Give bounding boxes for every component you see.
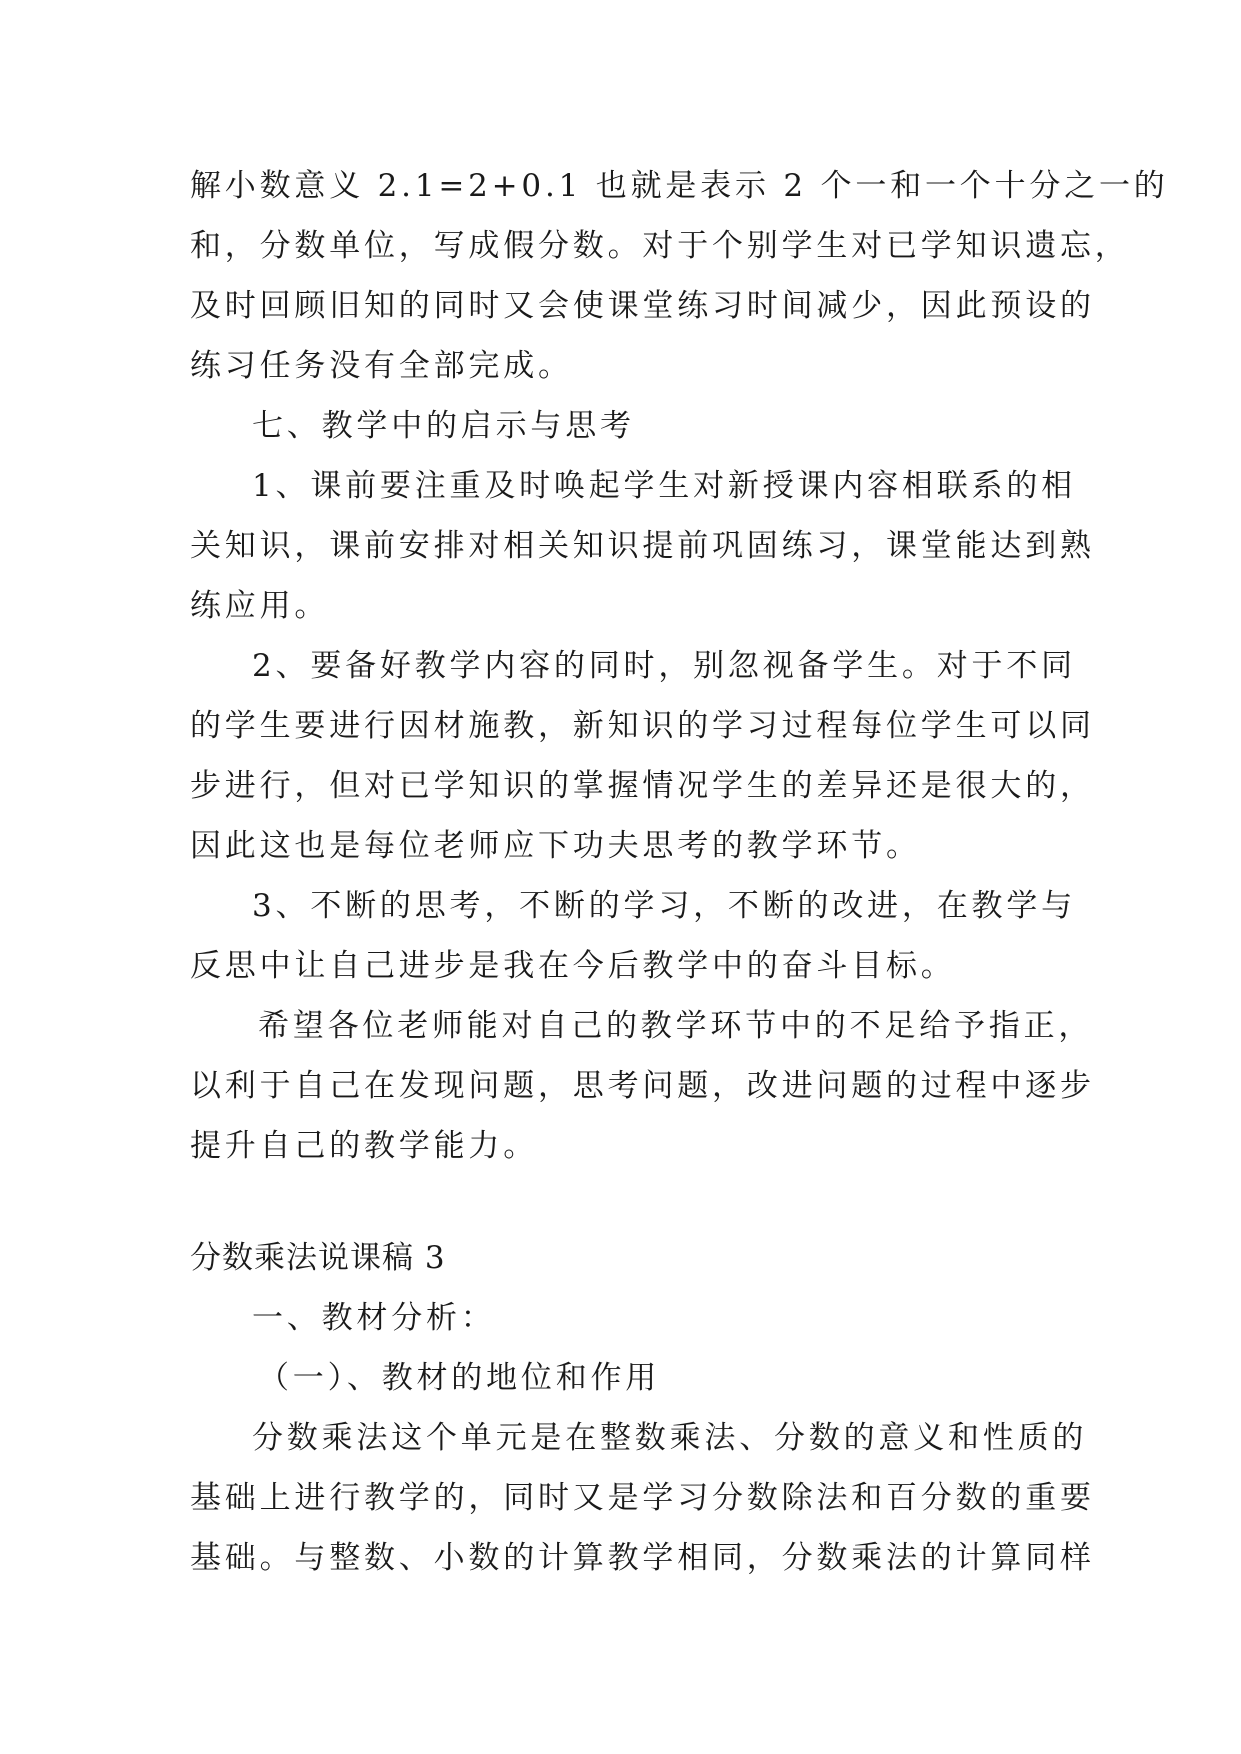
text-line: 提升自己的教学能力。 [190,1128,538,1164]
text-line: 练习任务没有全部完成。 [190,348,573,384]
text-line: 2、要备好教学内容的同时，别忽视备学生。对于不同 [252,648,1076,684]
document-title: 分数乘法说课稿 3 [190,1240,446,1276]
text-line: 因此这也是每位老师应下功夫思考的教学环节。 [190,828,921,864]
text-line: 以利于自己在发现问题，思考问题，改进问题的过程中逐步 [190,1068,1095,1104]
text-line: 希望各位老师能对自己的教学环节中的不足给予指正， [258,1008,1094,1044]
text-line: 分数乘法这个单元是在整数乘法、分数的意义和性质的 [252,1420,1088,1456]
text-line: 1、课前要注重及时唤起学生对新授课内容相联系的相 [252,468,1076,504]
text-line: 的学生要进行因材施教，新知识的学习过程每位学生可以同 [190,708,1095,744]
text-line: 练应用。 [190,588,330,624]
text-line: 及时回顾旧知的同时又会使课堂练习时间减少，因此预设的 [190,288,1095,324]
text-line: 关知识，课前安排对相关知识提前巩固练习，课堂能达到熟 [190,528,1095,564]
section-heading: 一、教材分析： [252,1300,496,1336]
text-line: 基础上进行教学的，同时又是学习分数除法和百分数的重要 [190,1480,1095,1516]
section-heading: 七、教学中的启示与思考 [252,408,635,444]
text-line: 反思中让自己进步是我在今后教学中的奋斗目标。 [190,948,956,984]
subsection-heading: （一）、教材的地位和作用 [258,1360,661,1396]
text-line: 3、不断的思考，不断的学习，不断的改进，在教学与 [252,888,1076,924]
text-line: 步进行，但对已学知识的掌握情况学生的差异还是很大的， [190,768,1095,804]
text-line: 和，分数单位，写成假分数。对于个别学生对已学知识遗忘， [190,228,1130,264]
text-line: 解小数意义 2.1=2+0.1 也就是表示 2 个一和一个十分之一的 [190,168,1169,204]
text-line: 基础。与整数、小数的计算教学相同，分数乘法的计算同样 [190,1540,1095,1576]
